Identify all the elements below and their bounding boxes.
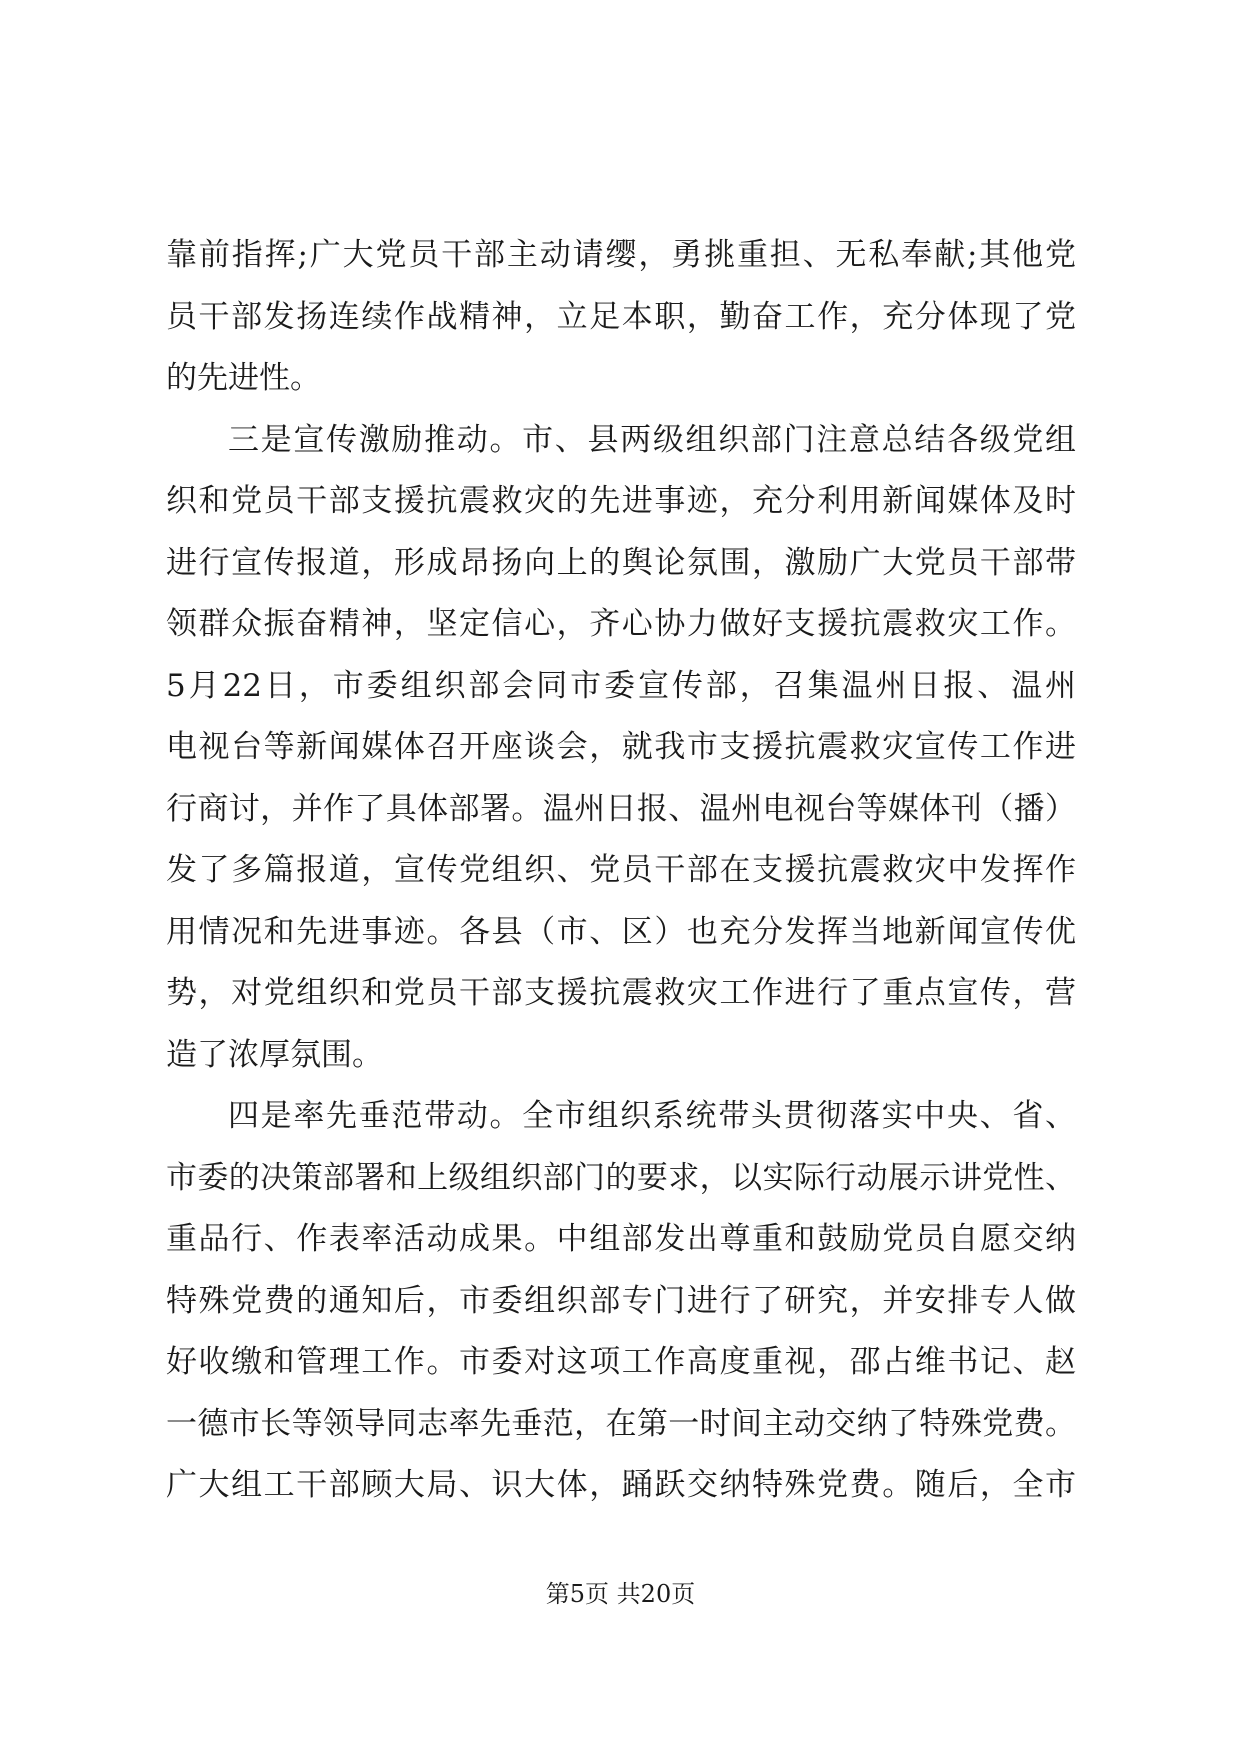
text-line: 好收缴和管理工作。市委对这项工作高度重视，邵占维书记、赵 [166, 1344, 1076, 1380]
text-line: 织和党员干部支援抗震救灾的先进事迹，充分利用新闻媒体及时 [166, 483, 1076, 519]
page-number: 第5页 共20页 [545, 1580, 696, 1608]
text-line: 电视台等新闻媒体召开座谈会，就我市支援抗震救灾宣传工作进 [166, 729, 1076, 765]
text-line: 特殊党费的通知后，市委组织部专门进行了研究，并安排专人做 [166, 1282, 1076, 1319]
text-line: 进行宣传报道，形成昂扬向上的舆论氛围，激励广大党员干部带 [166, 544, 1076, 581]
text-line: 5月22日，市委组织部会同市委宣传部，召集温州日报、温州 [166, 667, 1076, 704]
text-line: 市委的决策部署和上级组织部门的要求，以实际行动展示讲党性、 [166, 1159, 1076, 1196]
text-line: 造了浓厚氛围。 [166, 1036, 383, 1073]
text-line: 发了多篇报道，宣传党组织、党员干部在支援抗震救灾中发挥作 [166, 852, 1076, 888]
text-line: 员干部发扬连续作战精神，立足本职，勤奋工作，充分体现了党 [166, 298, 1076, 335]
text-line: 用情况和先进事迹。各县（市、区）也充分发挥当地新闻宣传优 [166, 913, 1076, 950]
body-text [166, 225, 1076, 1517]
text-line: 重品行、作表率活动成果。中组部发出尊重和鼓励党员自愿交纳 [166, 1221, 1076, 1257]
text-line: 靠前指挥;广大党员干部主动请缨，勇挑重担、无私奉献;其他党 [166, 237, 1076, 273]
text-line: 一德市长等领导同志率先垂范，在第一时间主动交纳了特殊党费。 [166, 1405, 1076, 1442]
page-footer [0, 1578, 1241, 1610]
text-line: 领群众振奋精神，坚定信心，齐心协力做好支援抗震救灾工作。 [166, 606, 1076, 642]
text-line: 的先进性。 [166, 360, 321, 396]
text-line: 势，对党组织和党员干部支援抗震救灾工作进行了重点宣传，营 [166, 975, 1076, 1011]
paragraph-first-line: 四是率先垂范带动。全市组织系统带头贯彻落实中央、省、 [228, 1098, 1076, 1134]
text-line: 行商讨，并作了具体部署。温州日报、温州电视台等媒体刊（播） [166, 790, 1076, 827]
text-line: 广大组工干部顾大局、识大体，踊跃交纳特殊党费。随后，全市 [166, 1467, 1076, 1503]
paragraph-first-line: 三是宣传激励推动。市、县两级组织部门注意总结各级党组 [228, 421, 1076, 458]
